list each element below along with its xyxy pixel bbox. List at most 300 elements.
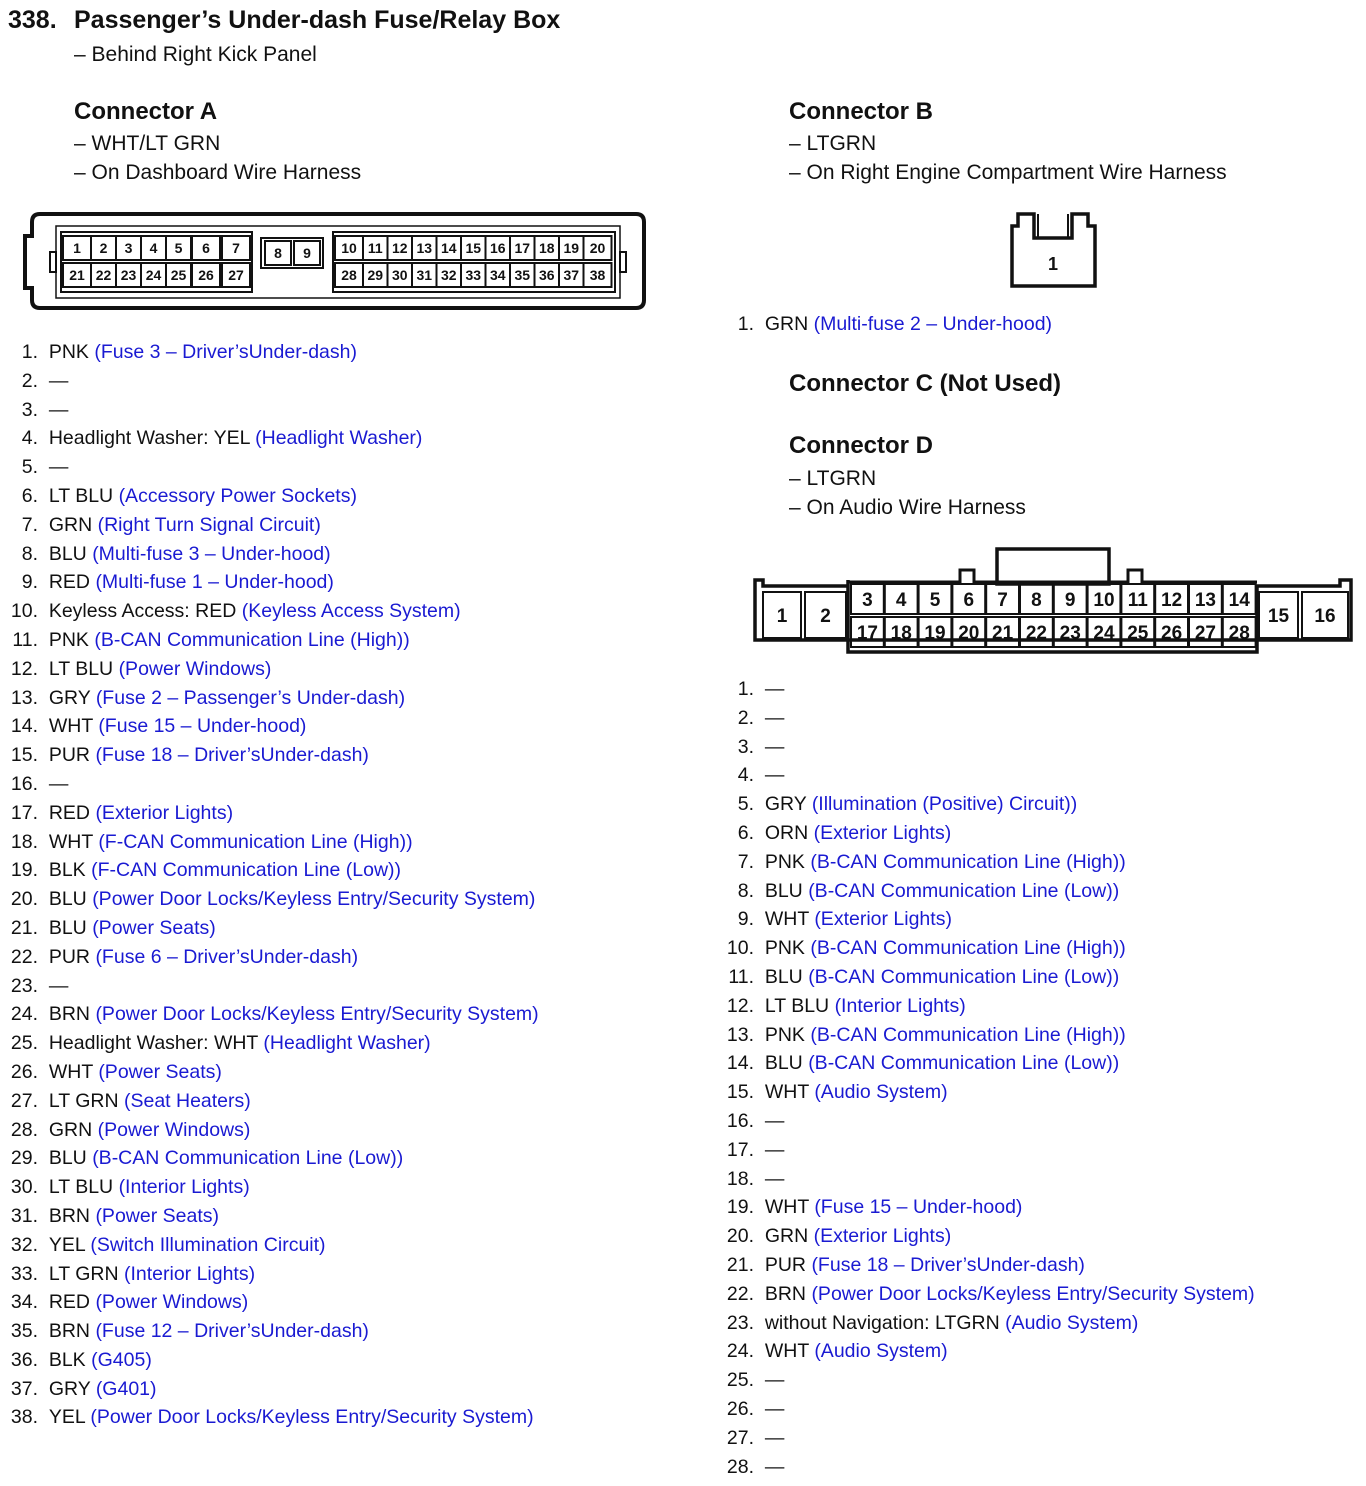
connector-a-pin-row	[8, 856, 539, 885]
connector-a-pin-29-cell	[363, 263, 388, 287]
pin-number: 15.	[10, 744, 38, 767]
connector-d-pin-16-cell	[1302, 592, 1348, 638]
pin-circuit: (B-CAN Communication Line (Low))	[92, 1147, 404, 1170]
connector-a-pin-37-label: 37	[563, 267, 580, 284]
page-number: 338.	[8, 6, 57, 34]
pin-wire-color: LT GRN	[38, 1089, 124, 1112]
pin-wire-color: —	[38, 772, 69, 795]
connector-a-pin-25-label: 25	[170, 267, 187, 284]
pin-circuit: (Fuse 15 – Under-hood)	[98, 715, 307, 738]
pin-wire-color: WHT	[754, 1081, 815, 1104]
pin-wire-color: GRN	[38, 1118, 98, 1141]
connector-a-heading: Connector A	[74, 98, 218, 125]
pin-circuit: (F-CAN Communication Line (High))	[98, 830, 413, 853]
connector-a-pin-10-cell	[335, 236, 363, 260]
pin-number: 21.	[726, 1253, 754, 1276]
pin-wire-color: BLU	[38, 888, 93, 911]
pin-number: 4.	[21, 427, 38, 450]
connector-a-pin-23-label: 23	[120, 267, 137, 284]
connector-d-pin-row	[724, 1280, 1255, 1309]
connector-d-pin-25-label: 25	[1127, 622, 1149, 644]
pin-circuit: (Power Seats)	[95, 1204, 219, 1227]
connector-d-pin-13-cell	[1189, 584, 1222, 614]
connector-a-pin-22-cell	[91, 263, 116, 287]
pin-number: 12.	[10, 657, 38, 680]
connector-a-pin-18-label: 18	[538, 240, 555, 257]
pin-number: 10.	[726, 937, 754, 960]
connector-a-pin-20-cell	[584, 236, 612, 260]
pin-number: 34.	[10, 1291, 38, 1314]
connector-a-pin-row	[8, 453, 539, 482]
pin-wire-color: LT BLU	[38, 657, 119, 680]
pin-number: 26.	[726, 1397, 754, 1420]
pin-number: 24.	[726, 1340, 754, 1363]
pin-number: 35.	[10, 1320, 38, 1343]
connector-d-pins	[763, 584, 1348, 647]
pin-wire-color: LT GRN	[38, 1262, 124, 1285]
connector-d-pin-26-label: 26	[1161, 622, 1183, 644]
connector-a-pin-33-label: 33	[465, 267, 482, 284]
connector-d-diagram	[755, 549, 1351, 652]
connector-d-pin-row	[724, 704, 1255, 733]
connector-d-pin-11-label: 11	[1127, 589, 1148, 611]
pin-number: 32.	[10, 1233, 38, 1256]
connector-a-pin-row	[8, 914, 539, 943]
connector-a-pin-row	[8, 943, 539, 972]
pin-number: 22.	[10, 945, 38, 968]
pin-wire-color: —	[38, 974, 69, 997]
pin-circuit: (Illumination (Positive) Circuit))	[811, 793, 1078, 816]
connector-a-pin-row	[8, 568, 539, 597]
connector-a-pin-row	[8, 828, 539, 857]
pin-number: 9.	[21, 571, 38, 594]
connector-d-pin-14-cell	[1223, 584, 1256, 614]
pin-wire-color: PNK	[754, 1023, 811, 1046]
pin-circuit: (Headlight Washer)	[263, 1032, 431, 1055]
pin-circuit: (Fuse 15 – Under-hood)	[814, 1196, 1023, 1219]
connector-a-pin-29-label: 29	[367, 267, 384, 284]
connector-b-diagram	[1012, 214, 1095, 286]
pin-number: 1.	[21, 341, 38, 363]
connector-a-pin-34-cell	[486, 263, 511, 287]
pin-number: 27.	[10, 1089, 38, 1112]
connector-a-pin-row	[8, 511, 539, 540]
connector-a-pin-26-cell	[192, 263, 220, 287]
connector-d-pin-17-label: 17	[856, 622, 878, 644]
connector-a-pin-36-label: 36	[538, 267, 555, 284]
connector-d-pin-3-label: 3	[862, 589, 873, 611]
connector-a-pin-10-label: 10	[341, 240, 357, 257]
connector-a-pin-19-cell	[559, 236, 584, 260]
connector-d-pin-10-cell	[1088, 584, 1121, 614]
pin-wire-color: BRN	[754, 1282, 812, 1305]
connector-d-pin-6-label: 6	[963, 589, 975, 611]
connector-a-pin-2-label: 2	[99, 240, 108, 257]
pin-number: 1.	[737, 313, 754, 335]
connector-d-pin-row	[724, 675, 1255, 704]
connector-d-pin-11-cell	[1121, 584, 1154, 614]
pin-number: 30.	[10, 1176, 38, 1199]
pin-wire-color: —	[38, 456, 69, 479]
connector-a-pin-17-cell	[510, 236, 535, 260]
pin-number: 2.	[21, 369, 38, 392]
pin-number: 8.	[737, 879, 754, 902]
connector-d-pin-27-label: 27	[1194, 622, 1216, 644]
connector-a-pin-row	[8, 1087, 539, 1116]
connector-a-pin-row	[8, 597, 539, 626]
connector-d-pin-row	[724, 1222, 1255, 1251]
pin-wire-color: —	[754, 1369, 785, 1392]
pin-wire-color: BLK	[38, 1348, 92, 1371]
connector-d-pin-7-label: 7	[997, 589, 1008, 611]
connector-d-pin-19-cell	[919, 617, 952, 647]
pin-wire-color: —	[38, 369, 69, 392]
pin-wire-color: YEL	[38, 1406, 91, 1429]
connector-d-pin-row	[724, 1453, 1255, 1482]
connector-a-pin-14-cell	[437, 236, 462, 260]
pin-circuit: (B-CAN Communication Line (Low))	[808, 1052, 1120, 1075]
connector-d-pin-23-label: 23	[1059, 622, 1081, 644]
connector-d-pin-10-label: 10	[1093, 589, 1115, 611]
pin-wire-color: —	[754, 706, 785, 729]
connector-d-pin-17-cell	[851, 617, 884, 647]
connector-d-pin-3-cell	[851, 584, 884, 614]
connector-a-pin-row	[8, 799, 539, 828]
connector-a-pin-22-label: 22	[95, 267, 112, 284]
connector-d-pin-26-cell	[1155, 617, 1188, 647]
connector-a-pin-4-label: 4	[149, 240, 158, 257]
connector-d-pin-row	[724, 1193, 1255, 1222]
connector-a-pin-row	[8, 770, 539, 799]
pin-wire-color: Headlight Washer: YEL	[38, 427, 256, 450]
connector-a-pin-9-cell	[294, 241, 320, 265]
pin-number: 24.	[10, 1003, 38, 1026]
pin-number: 28.	[10, 1118, 38, 1141]
pin-wire-color: BRN	[38, 1204, 96, 1227]
pin-circuit: (Fuse 18 – Driver’sUnder-dash)	[95, 744, 369, 767]
pin-number: 16.	[10, 772, 38, 795]
connector-d-pin-28-cell	[1223, 617, 1256, 647]
connector-d-pin-row	[724, 733, 1255, 762]
pin-number: 23.	[726, 1311, 754, 1334]
connector-a-pin-12-label: 12	[391, 240, 408, 257]
connector-d-pin-6-cell	[952, 584, 985, 614]
pin-circuit: (Power Seats)	[92, 916, 216, 939]
connector-a-pin-11-cell	[363, 236, 388, 260]
connector-b-pin-1-label: 1	[1047, 254, 1059, 274]
connector-d-pin-row	[724, 1337, 1255, 1366]
pin-number: 31.	[10, 1204, 38, 1227]
pin-wire-color: BLK	[38, 859, 92, 882]
connector-a-pin-27-label: 27	[228, 267, 244, 284]
connector-d-pin-22-label: 22	[1025, 622, 1047, 644]
connector-a-pin-row	[8, 1173, 539, 1202]
connector-d-pin-15-cell	[1259, 592, 1298, 638]
connector-a-pin-23-cell	[116, 263, 141, 287]
pin-number: 20.	[10, 888, 38, 911]
connector-d-pin-27-cell	[1189, 617, 1222, 647]
connector-a-pin-13-label: 13	[416, 240, 433, 257]
connector-a-pin-15-cell	[461, 236, 486, 260]
connector-a-pin-row	[8, 684, 539, 713]
pin-wire-color: LT BLU	[754, 994, 835, 1017]
connector-d-pin-1-cell	[763, 592, 801, 638]
pin-number: 6.	[737, 821, 754, 844]
pin-circuit: (B-CAN Communication Line (High))	[810, 937, 1126, 960]
pin-circuit: (Accessory Power Sockets)	[118, 484, 357, 507]
pin-wire-color: —	[754, 735, 785, 758]
pin-circuit: (Multi-fuse 3 – Under-hood)	[92, 542, 331, 565]
connector-d-pin-13-label: 13	[1194, 589, 1216, 611]
connector-a-pin-36-cell	[535, 263, 560, 287]
connector-d-pin-21-cell	[986, 617, 1019, 647]
connector-d-harness: – On Audio Wire Harness	[789, 496, 1026, 519]
connector-a-pin-row	[8, 1000, 539, 1029]
pin-number: 28.	[726, 1455, 754, 1478]
connector-d-pin-list	[724, 675, 1255, 1481]
connector-d-pin-4-label: 4	[895, 589, 907, 611]
connector-a-pin-13-cell	[412, 236, 437, 260]
connector-a-pin-row	[8, 1202, 539, 1231]
connector-d-pin-12-cell	[1155, 584, 1188, 614]
pin-wire-color: RED	[38, 1291, 96, 1314]
connector-d-pin-7-cell	[986, 584, 1019, 614]
pin-wire-color: RED	[38, 801, 96, 824]
connector-d-pin-14-label: 14	[1228, 589, 1250, 611]
pin-number: 4.	[737, 764, 754, 787]
pin-wire-color: WHT	[754, 908, 815, 931]
pin-circuit: (Audio System)	[814, 1081, 948, 1104]
connector-a-pin-row	[8, 1346, 539, 1375]
connector-d-pin-1-label: 1	[776, 605, 788, 627]
pin-wire-color: GRN	[754, 313, 814, 335]
pin-number: 25.	[10, 1032, 38, 1055]
connector-d-pin-18-cell	[885, 617, 918, 647]
connector-a-pin-6-cell	[192, 236, 220, 260]
pin-circuit: (Fuse 6 – Driver’sUnder-dash)	[95, 945, 359, 968]
pin-circuit: (Power Windows)	[118, 657, 272, 680]
pin-wire-color: Keyless Access: RED	[38, 600, 242, 623]
connector-a-pin-7-label: 7	[232, 240, 240, 257]
pin-circuit: (Exterior Lights)	[813, 821, 952, 844]
connector-d-pin-9-cell	[1054, 584, 1087, 614]
connector-d-pin-row	[724, 848, 1255, 877]
pin-wire-color: BRN	[38, 1320, 96, 1343]
connector-a-pin-8-label: 8	[274, 245, 282, 262]
connector-a-pin-16-cell	[486, 236, 511, 260]
connector-a-pin-26-label: 26	[198, 267, 214, 284]
pin-number: 12.	[726, 994, 754, 1017]
connector-b-heading: Connector B	[789, 98, 933, 125]
connector-a-pin-3-cell	[116, 236, 141, 260]
connector-a-pin-32-label: 32	[440, 267, 457, 284]
connector-a-pin-9-label: 9	[303, 245, 311, 262]
connector-a-pin-row	[8, 367, 539, 396]
connector-a-pin-15-label: 15	[465, 240, 482, 257]
connector-b-pin-row	[724, 310, 1052, 339]
connector-a-pin-row	[8, 1403, 539, 1432]
connector-a-pin-28-label: 28	[341, 267, 357, 284]
pin-wire-color: PNK	[754, 937, 811, 960]
connector-a-pin-row	[8, 1260, 539, 1289]
connector-a-pin-24-cell	[141, 263, 166, 287]
connector-a-pin-11-label: 11	[367, 240, 383, 257]
pin-circuit: (Keyless Access System)	[241, 600, 461, 623]
pin-number: 8.	[21, 542, 38, 565]
connector-a-pin-25-cell	[166, 263, 191, 287]
pin-wire-color: WHT	[38, 830, 99, 853]
pin-number: 33.	[10, 1262, 38, 1285]
connector-a-pin-17-label: 17	[514, 240, 531, 257]
pin-number: 11.	[12, 628, 38, 651]
connector-d-pin-row	[724, 963, 1255, 992]
pin-number: 13.	[10, 686, 38, 709]
connector-b-pin-list	[724, 310, 1052, 339]
pin-wire-color: BLU	[38, 542, 93, 565]
connector-b-color: – LTGRN	[789, 132, 877, 155]
pin-wire-color: —	[754, 764, 785, 787]
pin-wire-color: —	[754, 1167, 785, 1190]
pin-circuit: (Audio System)	[1005, 1311, 1139, 1334]
connector-a-pin-row	[8, 712, 539, 741]
connector-a-pin-38-label: 38	[589, 267, 606, 284]
pin-number: 36.	[10, 1348, 38, 1371]
pin-number: 19.	[10, 859, 38, 882]
connector-a-pin-37-cell	[559, 263, 584, 287]
pin-number: 23.	[10, 974, 38, 997]
connector-a-pin-row	[8, 338, 539, 367]
connector-d-pin-19-label: 19	[924, 622, 946, 644]
connector-a-pin-row	[8, 424, 539, 453]
connector-d-pin-23-cell	[1054, 617, 1087, 647]
pin-number: 6.	[21, 484, 38, 507]
pin-wire-color: PNK	[754, 850, 811, 873]
pin-circuit: (Right Turn Signal Circuit)	[97, 513, 321, 536]
connector-d-pin-2-cell	[805, 592, 846, 638]
pin-circuit: (Multi-fuse 2 – Under-hood)	[813, 313, 1053, 335]
pin-wire-color: PUR	[38, 744, 96, 767]
connector-d-pin-row	[724, 992, 1255, 1021]
connector-d-pin-row	[724, 1136, 1255, 1165]
pin-number: 37.	[10, 1377, 38, 1400]
connector-a-pin-row	[8, 1029, 539, 1058]
pin-number: 7.	[21, 513, 38, 536]
connector-a-pin-31-cell	[412, 263, 437, 287]
pin-wire-color: GRY	[38, 1377, 96, 1400]
pin-circuit: (Power Door Locks/Keyless Entry/Security System)	[90, 1406, 534, 1429]
pin-wire-color: —	[754, 1138, 785, 1161]
connector-a-pin-35-label: 35	[514, 267, 531, 284]
connector-a-color: – WHT/LT GRN	[74, 132, 221, 155]
connector-a-pin-19-label: 19	[563, 240, 580, 257]
connector-d-pin-8-label: 8	[1031, 589, 1042, 611]
pin-wire-color: WHT	[754, 1340, 815, 1363]
pin-circuit: (Fuse 18 – Driver’sUnder-dash)	[811, 1253, 1085, 1276]
connector-a-pin-row	[8, 626, 539, 655]
connector-a-pin-6-label: 6	[202, 240, 210, 257]
pin-circuit: (B-CAN Communication Line (Low))	[808, 965, 1120, 988]
pin-circuit: (Exterior Lights)	[813, 1225, 952, 1248]
connector-d-pin-row	[724, 1309, 1255, 1338]
pin-circuit: (Power Door Locks/Keyless Entry/Security System)	[92, 888, 536, 911]
pin-number: 3.	[21, 398, 38, 421]
connector-a-pin-7-cell	[222, 236, 250, 260]
pin-circuit: (Power Seats)	[98, 1060, 222, 1083]
pin-wire-color: PNK	[38, 341, 95, 363]
pin-number: 1.	[737, 678, 754, 700]
pin-circuit: (Exterior Lights)	[814, 908, 952, 931]
pin-number: 2.	[737, 706, 754, 729]
pin-wire-color: —	[754, 1426, 785, 1449]
pin-circuit: (F-CAN Communication Line (Low))	[91, 859, 402, 882]
pin-number: 17.	[726, 1138, 754, 1161]
connector-d-pin-16-label: 16	[1314, 605, 1336, 627]
pin-circuit: (Multi-fuse 1 – Under-hood)	[95, 571, 334, 594]
connector-a-pin-3-label: 3	[124, 240, 133, 257]
connector-d-pin-row	[724, 1107, 1255, 1136]
pin-wire-color: PUR	[38, 945, 96, 968]
connector-d-pin-28-label: 28	[1228, 622, 1250, 644]
connector-d-heading: Connector D	[789, 432, 933, 459]
pin-circuit: (Interior Lights)	[123, 1262, 256, 1285]
pin-number: 29.	[10, 1147, 38, 1170]
pin-wire-color: GRY	[754, 793, 812, 816]
pin-number: 22.	[726, 1282, 754, 1305]
pin-wire-color: without Navigation: LTGRN	[754, 1311, 1006, 1334]
pin-circuit: (Fuse 3 – Driver’sUnder-dash)	[94, 341, 357, 363]
connector-a-pin-row	[8, 655, 539, 684]
pin-wire-color: WHT	[754, 1196, 815, 1219]
pin-number: 15.	[726, 1081, 754, 1104]
page-title-text: Passenger’s Under-dash Fuse/Relay Box	[74, 6, 561, 34]
pin-number: 9.	[737, 908, 754, 931]
connector-a-harness: – On Dashboard Wire Harness	[74, 161, 362, 184]
pin-number: 5.	[21, 456, 38, 479]
connector-d-pin-18-label: 18	[890, 622, 912, 644]
connector-d-pin-row	[724, 877, 1255, 906]
pin-wire-color: LT BLU	[38, 1176, 119, 1199]
pin-circuit: (Interior Lights)	[834, 994, 966, 1017]
connector-a-pin-14-label: 14	[440, 240, 457, 257]
connector-d-pin-row	[724, 1021, 1255, 1050]
connector-d-pin-row	[724, 905, 1255, 934]
pin-wire-color: —	[38, 398, 69, 421]
connector-d-pin-row	[724, 819, 1255, 848]
connector-a-pin-row	[8, 885, 539, 914]
connector-d-pin-9-label: 9	[1064, 589, 1076, 611]
pin-circuit: (G405)	[91, 1348, 152, 1371]
connector-a-pin-34-label: 34	[489, 267, 506, 284]
connector-a-pin-33-cell	[461, 263, 486, 287]
connector-a-pin-27-cell	[222, 263, 250, 287]
connector-a-pin-16-label: 16	[489, 240, 506, 257]
connector-d-pin-row	[724, 1424, 1255, 1453]
connector-a-pin-row	[8, 741, 539, 770]
connector-d-pin-row	[724, 1395, 1255, 1424]
connector-a-pin-28-cell	[335, 263, 363, 287]
pin-number: 27.	[726, 1426, 754, 1449]
pin-circuit: (Power Door Locks/Keyless Entry/Security System)	[811, 1282, 1255, 1305]
connector-a-pins	[63, 236, 612, 287]
connector-a-pin-4-cell	[141, 236, 166, 260]
pin-number: 25.	[726, 1369, 754, 1392]
pin-circuit: (G401)	[95, 1377, 157, 1400]
pin-wire-color: —	[754, 1397, 785, 1420]
pin-wire-color: WHT	[38, 1060, 99, 1083]
connector-a-pin-38-cell	[584, 263, 612, 287]
pin-circuit: (B-CAN Communication Line (Low))	[808, 879, 1120, 902]
connector-c-heading: Connector C (Not Used)	[789, 370, 1061, 397]
